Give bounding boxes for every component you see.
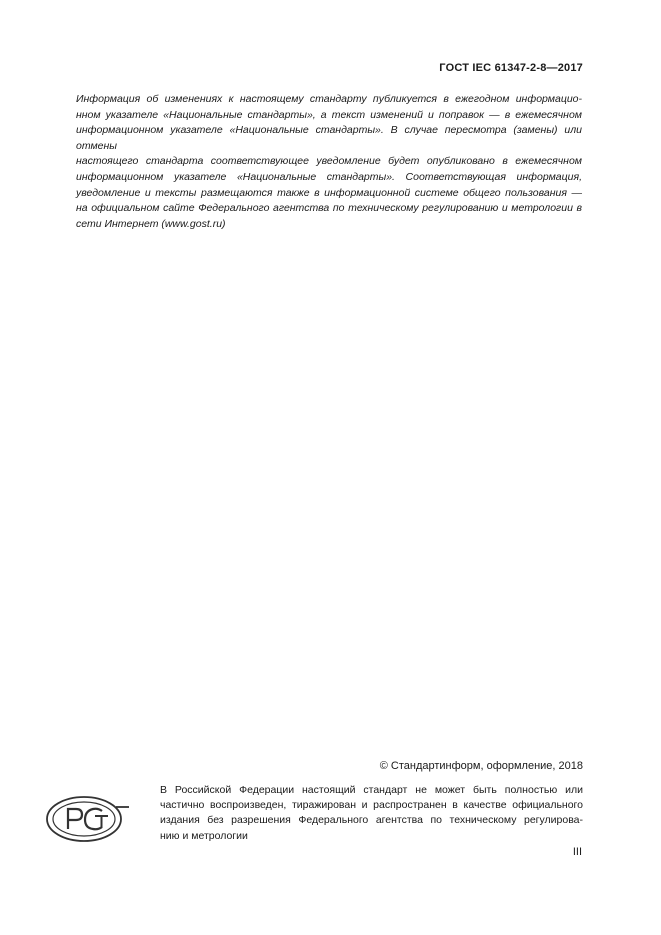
notice-line: нию и метрологии (160, 829, 248, 842)
info-line: нном указателе «Национальные стандарты», а текст изменений и поправок — в ежемесячном (76, 108, 582, 121)
info-line: информационном указателе «Национальные стандарты». Соответствующая информация, (76, 170, 582, 183)
pct-certification-mark-icon (40, 790, 132, 848)
standard-code: ГОСТ IEC 61347-2-8—2017 (439, 62, 583, 74)
info-line: Информация об изменениях к настоящему стандарту публикуется в ежегодном информацио- (76, 93, 582, 105)
info-line: информационном указателе «Национальные стандарты». В случае пересмотра (замены) или отмены (76, 124, 582, 152)
page-number: III (572, 846, 582, 858)
info-paragraph (76, 92, 582, 232)
notice-line: частично воспроизведен, тиражирован и распространен в качестве официального (160, 799, 583, 812)
copyright-notice: © Стандартинформ, оформление, 2018 (379, 760, 583, 772)
info-line: настоящего стандарта соответствующее уведомление будет опубликовано в ежемесячном (76, 155, 582, 168)
notice-line: издания без разрешения Федерального агентства по техническому регулирова- (160, 814, 583, 827)
info-line: на официальном сайте Федерального агентства по техническому регулированию и метрологии в (76, 202, 582, 215)
info-line: сети Интернет (www.gost.ru) (76, 217, 226, 230)
notice-line: В Российской Федерации настоящий стандарт не может быть полностью или (160, 784, 583, 796)
reproduction-notice (160, 783, 583, 844)
info-line: уведомление и тексты размещаются также в информационной системе общего пользования — (76, 186, 582, 199)
